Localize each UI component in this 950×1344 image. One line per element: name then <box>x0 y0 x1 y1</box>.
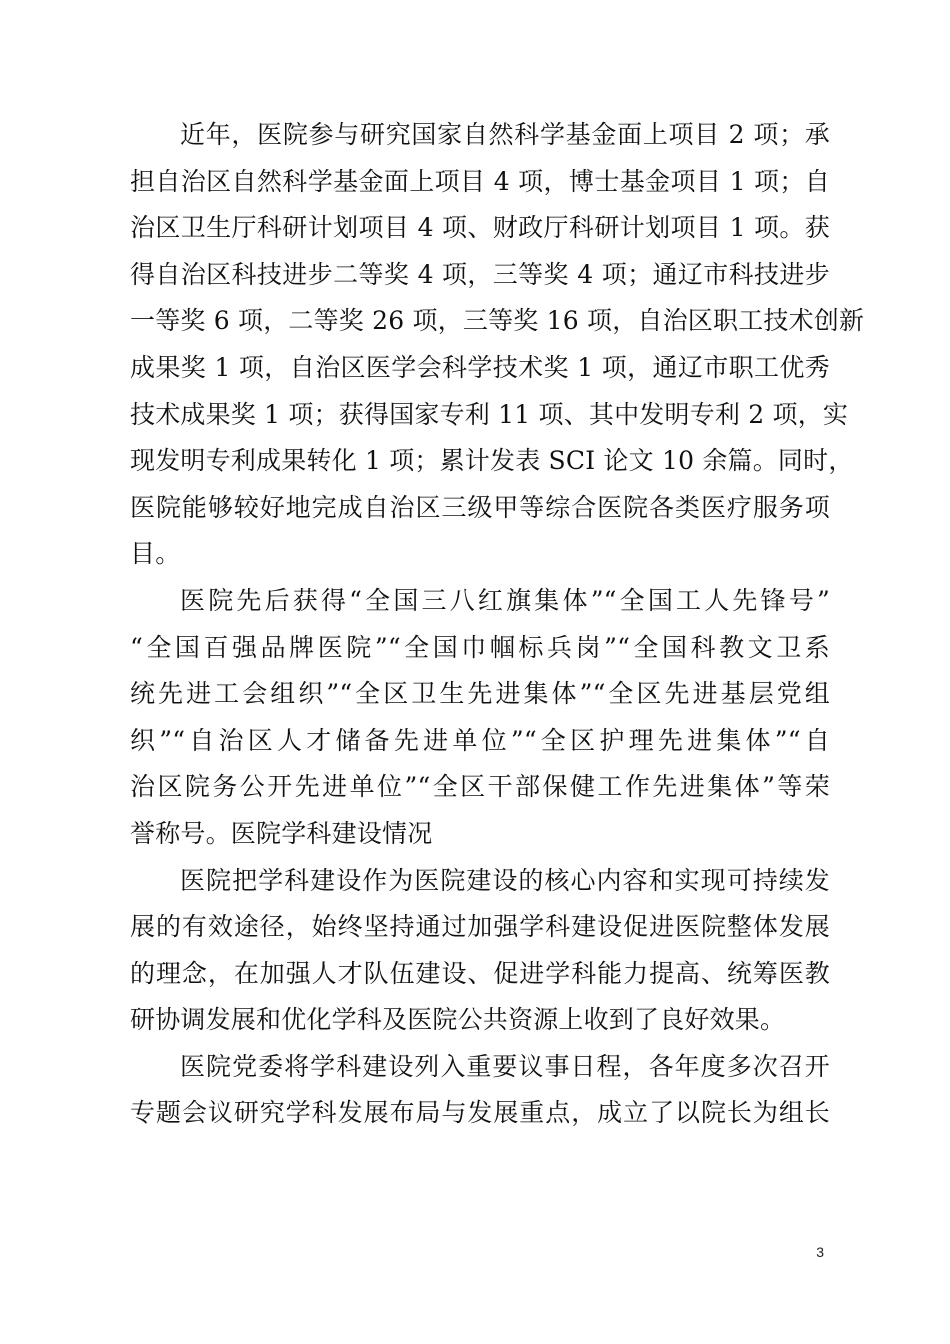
text-line: 成果奖 1 项，自治区医学会科学技术奖 1 项，通辽市职工优秀 <box>130 352 830 382</box>
text-line: 担自治区自然科学基金面上项目 4 项，博士基金项目 1 项；自 <box>130 166 830 196</box>
text-line: 现发明专利成果转化 1 项；累计发表 SCI 论文 10 余篇。同时， <box>130 446 854 476</box>
text-line: 治区卫生厅科研计划项目 4 项、财政厅科研计划项目 1 项。获 <box>130 213 830 243</box>
text-line: 誉称号。医院学科建设情况 <box>130 818 433 848</box>
text-line: 统先进工会组织”“全区卫生先进集体”“全区先进基层党组 <box>130 679 830 709</box>
text-line: 的理念，在加强人才队伍建设、促进学科能力提高、统筹医教 <box>130 958 830 988</box>
body-text <box>130 112 865 1137</box>
page-number: 3 <box>816 1244 824 1260</box>
text-line: 织”“自治区人才储备先进单位”“全区护理先进集体”“自 <box>130 725 830 755</box>
paragraph-honors <box>130 578 830 858</box>
text-line: 展的有效途径，始终坚持通过加强学科建设促进医院整体发展 <box>130 912 830 942</box>
text-line: 医院把学科建设作为医院建设的核心内容和实现可持续发 <box>180 865 830 895</box>
text-line: 一等奖 6 项，二等奖 26 项，三等奖 16 项，自治区职工技术创新 <box>130 306 865 336</box>
paragraph-party-committee <box>130 1044 830 1137</box>
text-line: 近年，医院参与研究国家自然科学基金面上项目 2 项；承 <box>180 120 830 149</box>
paragraph-discipline-construction <box>130 858 830 1044</box>
text-line: 得自治区科技进步二等奖 4 项，三等奖 4 项；通辽市科技进步 <box>130 259 830 289</box>
text-line: 医院党委将学科建设列入重要议事日程，各年度多次召开 <box>180 1051 830 1081</box>
text-line: 研协调发展和优化学科及医院公共资源上收到了良好效果。 <box>130 1005 786 1035</box>
text-line: “全国百强品牌医院”“全国巾帼标兵岗”“全国科教文卫系 <box>130 632 830 662</box>
text-line: 技术成果奖 1 项；获得国家专利 11 项、其中发明专利 2 项，实 <box>130 399 849 429</box>
text-line: 医院能够较好地完成自治区三级甲等综合医院各类医疗服务项 <box>130 492 830 522</box>
text-line: 治区院务公开先进单位”“全区干部保健工作先进集体”等荣 <box>130 772 830 802</box>
text-line: 专题会议研究学科发展布局与发展重点，成立了以院长为组长 <box>130 1098 830 1128</box>
text-line: 医院先后获得“全国三八红旗集体”“全国工人先锋号” <box>180 585 830 615</box>
paragraph-research-achievements <box>130 112 865 578</box>
text-line: 目。 <box>130 539 181 569</box>
